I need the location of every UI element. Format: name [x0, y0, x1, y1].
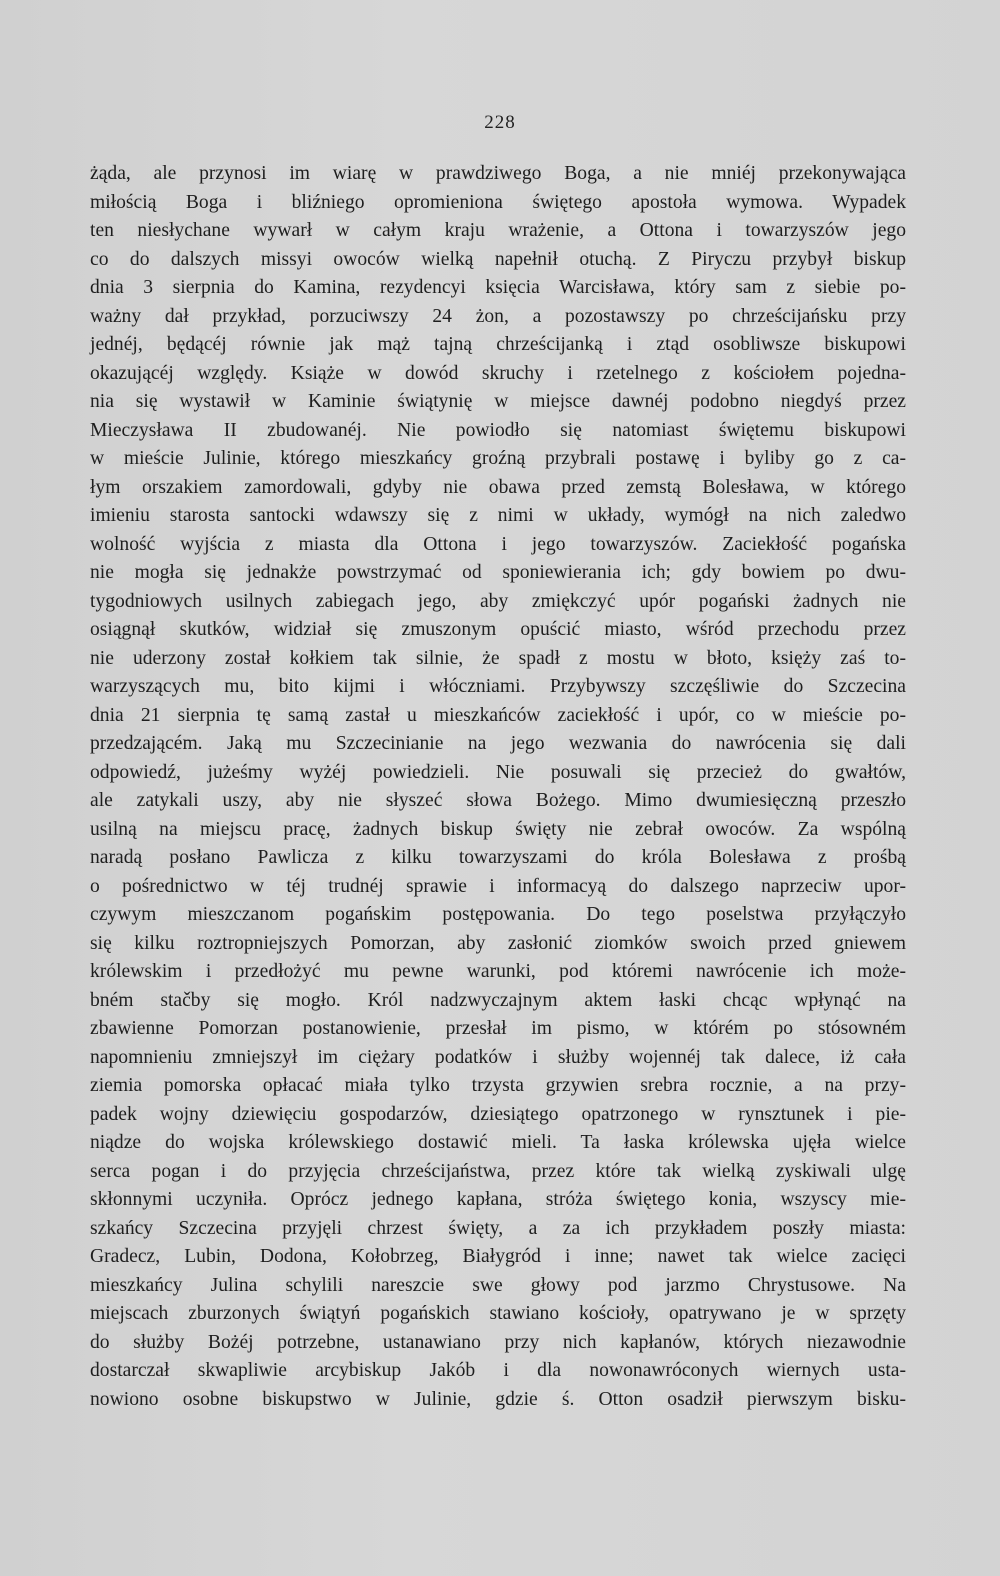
text-line: przedzającém. Jaką mu Szczecinianie na jego wezwania do nawrócenia się dali	[90, 733, 906, 754]
text-line: bném stačby się mogło. Król nadzwyczajnym aktem łaski chcąc wpłynąć na	[90, 989, 906, 1011]
text-line: co do dalszych missyi owoców wielką napełnił otuchą. Z Piryczu przybył biskup	[90, 248, 906, 270]
text-line: niądze do wojska królewskiego dostawić mieli. Ta łaska królewska ujęła wielce	[90, 1132, 906, 1153]
text-line: imieniu starosta santocki wdawszy się z nimi w układy, wymógł na nich zaledwo	[90, 505, 906, 526]
text-line: ale zatykali uszy, aby nie słyszeć słowa Bożego. Mimo dwumiesięczną przeszło	[90, 790, 906, 811]
text-line: miejscach zburzonych świątyń pogańskich stawiano kościoły, opatrywano je w sprzęty	[90, 1303, 906, 1324]
text-line: królewskim i przedłożyć mu pewne warunki, pod któremi nawrócenie ich może-	[90, 961, 906, 982]
text-line: dnia 3 sierpnia do Kamina, rezydencyi księcia Warcisława, który sam z siebie po-	[90, 277, 906, 298]
text-line: nie mogła się jednakże powstrzymać od sponiewierania ich; gdy bowiem po dwu-	[90, 562, 906, 583]
text-line: Gradecz, Lubin, Dodona, Kołobrzeg, Białygród i inne; nawet tak wielce zacięci	[90, 1246, 906, 1267]
text-line: zbawienne Pomorzan postanowienie, przesłał im pismo, w którém po stósowném	[90, 1018, 906, 1039]
text-line: osiągnął skutków, widział się zmuszonym opuścić miasto, wśród przechodu przez	[90, 619, 906, 640]
body-text	[90, 160, 906, 1414]
text-line: miłością Boga i bliźniego opromieniona świętego apostoła wymowa. Wypadek	[90, 191, 906, 213]
text-line: nie uderzony został kołkiem tak silnie, że spadł z mostu w błoto, księży zaś to-	[90, 647, 906, 669]
text-line: naradą posłano Pawlicza z kilku towarzyszami do króla Bolesława z prośbą	[90, 847, 906, 868]
text-line: nowiono osobne biskupstwo w Julinie, gdzie ś. Otton osadził pierwszym bisku-	[90, 1388, 906, 1410]
text-line: okazującéj względy. Książe w dowód skruchy i rzetelnego z kościołem pojedna-	[90, 362, 906, 384]
text-line: dnia 21 sierpnia tę samą zastał u mieszkańców zaciekłość i upór, co w mieście po-	[90, 704, 906, 726]
text-line: wolność wyjścia z miasta dla Ottona i jego towarzyszów. Zaciekłość pogańska	[90, 533, 906, 555]
text-line: odpowiedź, jużeśmy wyżéj powiedzieli. Nie posuwali się przecież do gwałtów,	[90, 761, 906, 783]
text-line: czywym mieszczanom pogańskim postępowania. Do tego poselstwa przyłączyło	[90, 904, 906, 925]
text-line: warzyszących mu, bito kijmi i włóczniami. Przybywszy szczęśliwie do Szczecina	[90, 676, 906, 697]
text-line: o pośrednictwo w téj trudnéj sprawie i informacyą do dalszego naprzeciw upor-	[90, 875, 906, 897]
text-line: napomnieniu zmniejszył im ciężary podatków i służby wojennéj tak dalece, iż cała	[90, 1046, 906, 1068]
text-line: szkańcy Szczecina przyjęli chrzest święty, a za ich przykładem poszły miasta:	[90, 1217, 906, 1239]
text-line: łym orszakiem zamordowali, gdyby nie obawa przed zemstą Bolesława, w którego	[90, 476, 906, 498]
text-line: nia się wystawił w Kaminie świątynię w miejsce dawnéj podobno niegdyś przez	[90, 391, 906, 412]
text-line: ważny dał przykład, porzuciwszy 24 żon, a pozostawszy po chrześcijańsku przy	[90, 305, 906, 327]
text-line: usilną na miejscu pracę, żadnych biskup święty nie zebrał owoców. Za wspólną	[90, 818, 906, 840]
text-line: ten niesłychane wywarł w całym kraju wrażenie, a Ottona i towarzyszów jego	[90, 220, 906, 241]
text-line: tygodniowych usilnych zabiegach jego, aby zmiękczyć upór pogański żadnych nie	[90, 590, 906, 612]
text-line: dostarczał skwapliwie arcybiskup Jakób i dla nowonawróconych wiernych usta-	[90, 1360, 906, 1381]
text-line: padek wojny dziewięciu gospodarzów, dziesiątego opatrzonego w rynsztunek i pie-	[90, 1103, 906, 1125]
text-line: żąda, ale przynosi im wiarę w prawdziwego Boga, a nie mniéj przekonywająca	[90, 163, 906, 184]
text-line: do służby Bożéj potrzebne, ustanawiano przy nich kapłanów, których niezawodnie	[90, 1331, 906, 1353]
text-line: jednéj, będącéj równie jak mąż tajną chrześcijanką i ztąd osobliwsze biskupowi	[90, 334, 906, 355]
text-line: się kilku roztropniejszych Pomorzan, aby zasłonić ziomków swoich przed gniewem	[90, 932, 906, 954]
text-line: mieszkańcy Julina schylili nareszcie swe głowy pod jarzmo Chrystusowe. Na	[90, 1274, 906, 1296]
text-line: w mieście Julinie, którego mieszkańcy groźną przybrali postawę i byliby go z ca-	[90, 448, 906, 469]
text-line: Mieczysława II zbudowanéj. Nie powiodło się natomiast świętemu biskupowi	[90, 419, 906, 441]
text-line: ziemia pomorska opłacać miała tylko trzysta grzywien srebra rocznie, a na przy-	[90, 1075, 906, 1096]
page-number: 228	[484, 112, 516, 133]
text-line: serca pogan i do przyjęcia chrześcijaństwa, przez które tak wielką zyskiwali ulgę	[90, 1160, 906, 1182]
text-line: skłonnymi uczyniła. Oprócz jednego kapłana, stróża świętego konia, wszyscy mie-	[90, 1189, 906, 1210]
